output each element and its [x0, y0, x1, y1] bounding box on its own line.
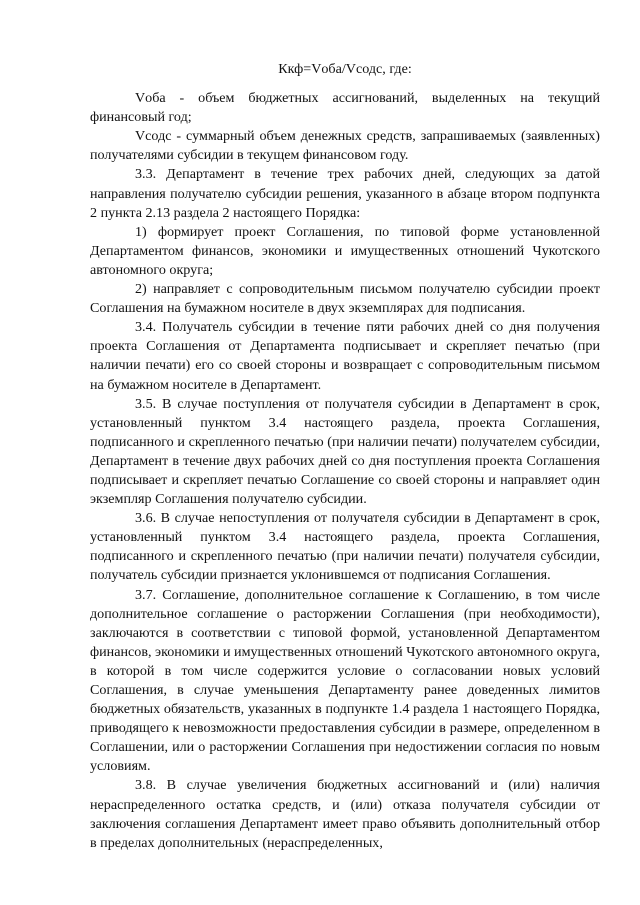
document-page	[90, 60, 600, 853]
paragraph-3-7: 3.7. Соглашение, дополнительное соглашение к Соглашению, в том числе дополнительное соглашение о расторжении Соглашения (при необходимости), заключаются в соответствии с типовой формой, установленной Департаментом финансов, экономики и имущественных отношений Чукотского автономного округа, в которой в том числе содержится условие о согласовании новых условий Соглашения, в случае уменьшения Департаменту ранее доведенных лимитов бюджетных обязательств, указанных в подпункте 1.4 раздела 1 настоящего Порядка, приводящего к невозможности предоставления субсидии в размере, определенном в Соглашении, или о расторжении Соглашения при недостижении согласия по новым условиям.	[90, 586, 600, 775]
paragraph-3-3-item-1: 1) формирует проект Соглашения, по типовой форме установленной Департаментом финансов, экономики и имущественных отношений Чукотского автономного округа;	[90, 223, 600, 278]
formula-line: Ккф=Vоба/Vсодс, где:	[278, 61, 412, 77]
paragraph-3-4: 3.4. Получатель субсидии в течение пяти рабочих дней со дня получения проекта Соглашения от Департамента подписывает и скрепляет печатью (при наличии печати) его со своей стороны и возвращает с сопроводительным письмом на бумажном носителе в Департамент.	[90, 319, 600, 393]
paragraph-vob-definition: Vоба - объем бюджетных ассигнований, выделенных на текущий финансовый год;	[90, 90, 600, 126]
paragraph-vsods-definition: Vсодс - суммарный объем денежных средств, запрашиваемых (заявленных) получателями субсидии в текущем финансовом году.	[90, 128, 600, 164]
paragraph-3-6: 3.6. В случае непоступления от получателя субсидии в Департамент в срок, установленный пунктом 3.4 настоящего раздела, проекта Соглашения, подписанного и скрепленного печатью (при наличии печати) получателя субсидии, получатель субсидии признается уклонившемся от подписания Соглашения.	[90, 510, 600, 584]
paragraph-3-8: 3.8. В случае увеличения бюджетных ассигнований и (или) наличия нераспределенного остатка средств, и (или) отказа получателя субсидии от заключения соглашения Департамент имеет право объявить дополнительный отбор в пределах дополнительных (нераспределенных,	[90, 777, 600, 851]
paragraph-3-5: 3.5. В случае поступления от получателя субсидии в Департамент в срок, установленный пунктом 3.4 настоящего раздела, проекта Соглашения, подписанного и скрепленного печатью (при наличии печати) получателем субсидии, Департамент в течение двух рабочих дней со дня поступления проекта Соглашения подписывает и скрепляет печатью Соглашение со своей стороны и направляет один экземпляр Соглашения получателю субсидии.	[90, 395, 600, 508]
paragraph-3-3-item-2: 2) направляет с сопроводительным письмом получателю субсидии проект Соглашения на бумажном носителе в двух экземплярах для подписания.	[90, 281, 600, 317]
paragraph-3-3: 3.3. Департамент в течение трех рабочих дней, следующих за датой направления получателю субсидии решения, указанного в абзаце втором подпункта 2 пункта 2.13 раздела 2 настоящего Порядка:	[90, 166, 600, 221]
